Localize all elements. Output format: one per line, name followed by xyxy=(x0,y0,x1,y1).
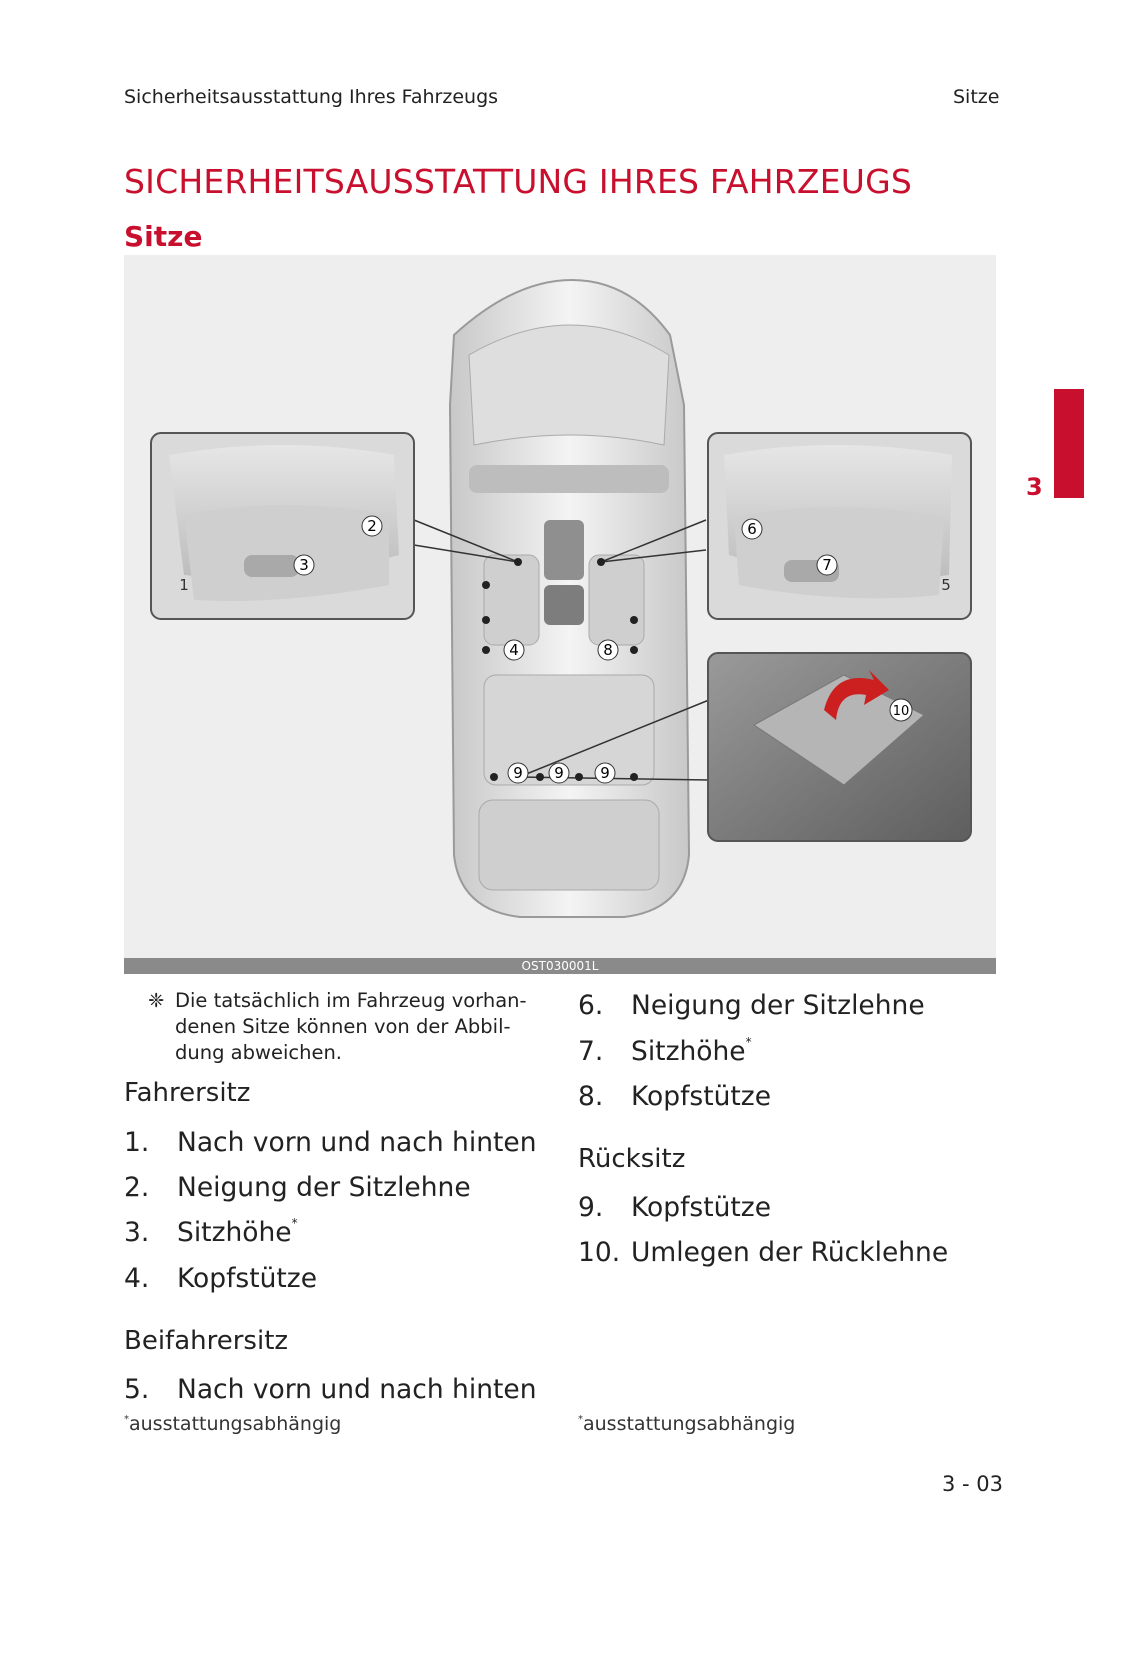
callout-9b xyxy=(549,763,569,783)
chapter-number: 3 xyxy=(1026,473,1043,501)
callout-4 xyxy=(504,640,524,660)
callout-5 xyxy=(941,576,951,594)
svg-text:9: 9 xyxy=(554,764,564,782)
list-item: 7. Sitzhöhe* xyxy=(578,1035,752,1067)
callout-3 xyxy=(294,555,314,575)
svg-text:6: 6 xyxy=(747,520,757,538)
svg-text:8: 8 xyxy=(603,641,613,659)
list-item: 9. Kopfstütze xyxy=(578,1192,772,1223)
list-item: 4. Kopfstütze xyxy=(124,1263,318,1294)
page-number: 3 - 03 xyxy=(942,1472,1004,1496)
list-item: 8. Kopfstütze xyxy=(578,1081,772,1112)
driver-seat-heading: Fahrersitz xyxy=(124,1078,251,1108)
callout-7 xyxy=(817,555,837,575)
list-item: 5. Nach vorn und nach hinten xyxy=(124,1374,537,1405)
svg-text:9: 9 xyxy=(600,764,610,782)
footnote-right: *ausstattungsabhängig xyxy=(578,1413,796,1435)
rear-seat-heading: Rücksitz xyxy=(578,1144,686,1174)
callout-10 xyxy=(890,699,912,721)
note-line: Die tatsächlich im Fahrzeug vorhan- xyxy=(175,989,527,1012)
figure-code: OST030001L xyxy=(521,959,599,973)
svg-text:3: 3 xyxy=(299,556,309,574)
list-item: 2. Neigung der Sitzlehne xyxy=(124,1172,471,1203)
note-symbol: ❈ xyxy=(148,989,165,1012)
section-title: Sitze xyxy=(124,220,203,253)
callout-6 xyxy=(742,519,762,539)
car-body xyxy=(450,280,689,917)
callout-8 xyxy=(598,640,618,660)
svg-text:5: 5 xyxy=(941,576,951,594)
callout-9c xyxy=(595,763,615,783)
running-header-right: Sitze xyxy=(953,86,1000,108)
note-text xyxy=(175,988,535,1066)
svg-text:4: 4 xyxy=(509,641,519,659)
chapter-tab xyxy=(1054,389,1084,498)
list-item: 3. Sitzhöhe* xyxy=(124,1216,298,1248)
list-item: 10. Umlegen der Rücklehne xyxy=(578,1237,949,1268)
note-line: dung abweichen. xyxy=(175,1041,342,1064)
svg-text:10: 10 xyxy=(892,704,910,719)
svg-text:9: 9 xyxy=(513,764,523,782)
figure-caption-bar xyxy=(124,958,996,974)
svg-text:2: 2 xyxy=(367,517,377,535)
callout-9a xyxy=(508,763,528,783)
page-title: SICHERHEITSAUSSTATTUNG IHRES FAHRZEUGS xyxy=(124,162,913,201)
running-header-left: Sicherheitsausstattung Ihres Fahrzeugs xyxy=(124,86,499,108)
list-item: 6. Neigung der Sitzlehne xyxy=(578,990,925,1021)
note-line: denen Sitze können von der Abbil- xyxy=(175,1015,511,1038)
svg-text:7: 7 xyxy=(822,556,832,574)
passenger-seat-heading: Beifahrersitz xyxy=(124,1326,289,1356)
list-item: 1. Nach vorn und nach hinten xyxy=(124,1127,537,1158)
callout-2 xyxy=(362,516,382,536)
seat-illustration xyxy=(124,255,996,958)
footnote-left: *ausstattungsabhängig xyxy=(124,1413,342,1435)
car-seat-diagram xyxy=(124,255,996,958)
callout-1 xyxy=(179,576,189,594)
rear-fold-inset xyxy=(708,653,971,841)
svg-text:1: 1 xyxy=(179,576,189,594)
